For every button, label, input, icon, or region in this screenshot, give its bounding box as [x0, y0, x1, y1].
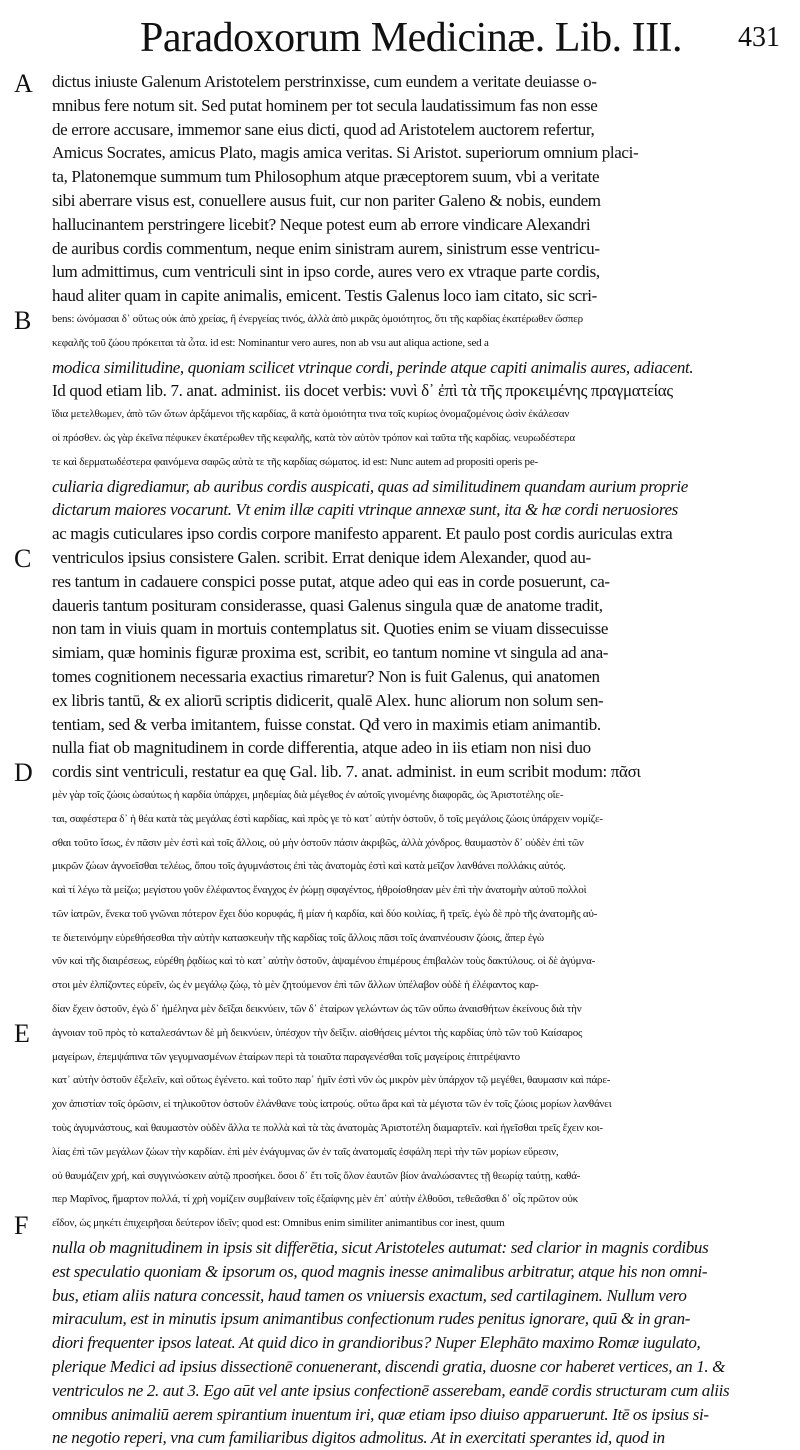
text-line: mnibus fere notum sit. Sed putat hominem per tot secula laudatissimum fas non esse — [52, 95, 598, 115]
body-text — [52, 70, 774, 1450]
paragraph-block — [52, 1331, 774, 1450]
text-line: χον ἀπιστίαν τοῖς ὁρῶσιν, εἰ τηλικοῦτον ὀστοῦν ἐλάνθανε τοὺς ἰατρούς. οὕτω ἄρα καὶ τὰ μέγιστα τῶν ἐν τοῖς ζώοις μορίων λανθάνει — [52, 1098, 612, 1111]
text-line: μὲν γὰρ τοῖς ζώοις ὡσαύτως ἡ καρδία ὑπάρχει, μηδεμίας διὰ μέγεθος ἐν αὐτοῖς γινομένης διαφορᾶς, ὡς Ἀριστοτέλης οἴε- — [52, 788, 564, 801]
text-line: tomes cognitionem necessaria exactius rimaretur? Non is fuit Galenus, qui anatomen — [52, 666, 600, 686]
text-line: nulla fiat ob magnitudinem in corde differentia, atque adeo in iis etiam non nisi duo — [52, 738, 591, 758]
text-line: λίας ἐπὶ τῶν μεγάλων ζώων τὴν καρδίαν. ἐπὶ μὲν ἐνάγυμνας ὤν ἐν ταῖς ἀνατομαῖς ἐσφάλη περὶ τὴν τῶν μορίων εὕρεσιν, — [52, 1145, 559, 1158]
text-line: bens: ὠνόμασαι δ᾽ οὕτως οὐκ ἀπὸ χρείας, ἢ ἐνεργείας τινός, ἀλλὰ ἀπὸ μικρᾶς ὁμοιότητος, ὅτι τῆς καρδίας ἑκατέρωθεν ὥσπερ — [52, 312, 583, 325]
text-line: bus, etiam aliis natura concessit, haud tamen os vniuersis exactum, sed cartilaginem. Nullum vero — [52, 1285, 687, 1305]
margin-letter-e: E — [14, 1019, 30, 1048]
margin-letter-c: C — [14, 544, 32, 573]
paragraph-block — [52, 784, 774, 1331]
text-line: Id quod etiam lib. 7. anat. administ. iis docet verbis: νυνὶ δ᾽ ἐπὶ τὰ τῆς προκειμένης πραγματείας — [52, 381, 673, 401]
text-line: non tam in viuis quam in mortuis contemplatus sit. Quoties enim se viuam dissecuisse — [52, 619, 609, 639]
text-line: νῦν καὶ τῆς διαιρέσεως, εὑρέθη ῥᾳδίως καὶ τὸ κατ᾽ αὐτὴν ὀστοῦν, ἁψαμένου ἐπιμέρους ἐπιβαλὼν τοὺς δακτύλους. οἱ δὲ ἀγύμνα- — [52, 955, 596, 968]
text-line: sibi aberrare visus est, conuellere ausus fuit, cur non pariter Galeno & nobis, eundem — [52, 190, 601, 210]
text-line: σθαι τοῦτο ἴσως, ἐν πᾶσιν μὲν ἐστὶ καὶ τοῖς ἄλλοις, οὐ μὴν ὀστοῦν πάσιν ἀκριβῶς, ἀλλὰ χόνδρος. θαυμαστὸν δ᾽ οὐδὲν ἐπὶ τῶν — [52, 836, 584, 849]
text-line: Amicus Socrates, amicus Plato, magis amica veritas. Si Aristot. superiorum omnium placi- — [52, 143, 639, 163]
text-line: culiaria digrediamur, ab auribus cordis auspicati, quas ad similitudinem quandam aurium proprie — [52, 476, 688, 496]
paragraph-block — [52, 70, 774, 308]
text-line: ἴδια μετελθωμεν, ἀπὸ τῶν ὤτων ἀρξάμενοι τῆς καρδίας, ἃ κατὰ ὁμοιότητα τινα τοῖς κυρίως ὀνομαζομένοις ὠσὶν ἐκάλεσαν — [52, 408, 570, 421]
text-line: res tantum in cadauere conspici posse putat, atque adeo qui eas in corde posuerunt, ca- — [52, 571, 610, 591]
text-line: est speculatio quoniam & ipsorum os, quod magnis inesse animalibus arbitratur, atque his non omni- — [52, 1261, 708, 1281]
paragraph-block — [52, 308, 774, 570]
text-line: τε διετεινόμην εὑρεθήσεσθαι τὴν αὐτὴν κατασκευὴν τῆς καρδίας τοῖς ἄλλοις πᾶσι τοῖς ἀναπνέουσιν ζώοις, ἅπερ ἐγὼ — [52, 931, 544, 944]
text-line: ventriculos ne 2. aut 3. Ego aūt vel ante ipsius confectionē asserebam, eandē cordis structuram cum aliis — [52, 1380, 730, 1400]
margin-letter-a: A — [14, 69, 33, 98]
text-line: nulla ob magnitudinem in ipsis sit differētia, sicut Aristoteles autumat: sed clarior in magnis cordibus — [52, 1238, 709, 1258]
text-line: dictarum maiores vocarunt. Vt enim illæ capiti vtrinque annexæ sunt, ita & hæ cordi neruosiores — [52, 500, 678, 520]
text-line: ventriculos ipsius consistere Galen. scribit. Errat denique idem Alexander, quod au- — [52, 547, 591, 567]
text-line: cordis sint ventriculi, restatur ea quę Gal. lib. 7. anat. administ. in eum scribit modum: πᾶσι — [52, 762, 641, 782]
text-line: εἴδον, ὡς μηκέτι ἐπιχειρῆσαι δεύτερον ἰδεῖν; quod est: Omnibus enim similiter animantibus cor inest, quum — [52, 1217, 505, 1230]
page-number: 431 — [738, 22, 780, 53]
margin-letter-d: D — [14, 758, 33, 787]
margin-letter-b: B — [14, 306, 32, 335]
text-line: tentiam, sed & verba imitantem, fuisse constat. Qđ vero in maximis etiam animantib. — [52, 714, 601, 734]
text-line: δίαν ἔχειν ὀστοῦν, ἐγὼ δ᾽ ἠμέληνα μὲν δεῖξαι δεικνύειν, τῶν δ᾽ ἑταίρων γελώντων ὡς τῶν οὔπω ἀναισθήτων ἐκείνους διὰ τὴν — [52, 1003, 582, 1016]
text-line: hallucinantem perstringere licebit? Neque potest eum ab errore vindicare Alexandri — [52, 214, 591, 234]
running-title: Paradoxorum Medicinæ. Lib. III. — [140, 15, 683, 61]
text-line: τῶν ἰατρῶν, ἕνεκα τοῦ γνῶναι πότερον ἔχει δύο κορυφάς, ἢ μίαν ἡ καρδία, καὶ δύο κοιλίας, ἢ τρεῖς. ἐγὼ δὲ πρὸ τῆς ἀνατομῆς αὐ- — [52, 907, 598, 920]
text-line: ex libris tantū, & ex aliorū scriptis didicerit, qualē Alex. hunc aliorum non solum sen- — [52, 690, 604, 710]
text-line: de auribus cordis commentum, neque enim sinistram aurem, sinistrum esse ventricu- — [52, 238, 600, 258]
text-line: τε καὶ δερματωδέστερα φαινόμενα σαφῶς αὐτὰ τε τῆς καρδίας σώματος. id est: Nunc autem ad propositi operis pe- — [52, 455, 538, 468]
text-line: modica similitudine, quoniam scilicet vtrinque cordi, perinde atque capiti animalis aures, adiacent. — [52, 357, 694, 377]
text-line: diori frequenter ipsos lateat. At quid dico in grandioribus? Nuper Elephāto maximo Romæ iugulato, — [52, 1333, 701, 1353]
text-line: ne negotio reperi, vna cum familiaribus digitos admolitus. At in exercitati sperantes id, quod in — [52, 1428, 665, 1448]
text-line: de errore accusare, immemor sane eius dicti, quod ad Aristotelem auctorem refertur, — [52, 119, 595, 139]
paragraph-block — [52, 570, 774, 784]
margin-letter-f: F — [14, 1211, 29, 1240]
text-line: plerique Medici ad ipsius dissectionē conuenerant, discendi gratia, duosne cor haberet vertices, an 1. & — [52, 1357, 726, 1377]
running-head — [140, 10, 780, 66]
text-line: κατ᾽ αὐτὴν ὀστοῦν ἐξελεῖν, καὶ οὕτως ἐγένετο. καὶ τοῦτο παρ᾽ ἡμῖν ἐστὶ νῦν ὡς μικρὸν μὲν ὑπάρχον τῷ μεγέθει, θαυμασιν καὶ πάρε- — [52, 1074, 611, 1087]
text-line: τοὺς ἀγυμνάστους, καὶ θαυμαστὸν οὐδὲν ἄλλα τε πολλὰ καὶ τὰ τὰς ἀνατομὰς Ἀριστοτέλη διαμαρτεῖν. καὶ ἡγεῖσθαι τρεῖς ἔχειν κοι- — [52, 1122, 603, 1135]
text-line: ται, σαφέστερα δ᾽ ἡ θέα κατὰ τὰς μεγάλας ἐστὶ καρδίας, καὶ πρὸς γε τὸ κατ᾽ αὐτὴν ὀστοῦν, ὅ τοῖς μεγάλοις ζώοις ὑπάρχειν νομίζε- — [52, 812, 603, 825]
text-line: omnibus animaliū aerem spirantium inuentum iri, quæ etiam ipso diuiso apparuerunt. Itē os ipsius si- — [52, 1404, 709, 1424]
text-line: dictus iniuste Galenum Aristotelem perstrinxisse, cum eundem a veritate deuiasse o- — [52, 72, 597, 91]
text-line: κεφαλῆς τοῦ ζώου πρόκειται τὰ ὦτα. id est: Nominantur vero aures, non ab vsu aut aliqua actione, sed a — [52, 336, 489, 349]
text-line: μικρῶν ζώων ἀγνοεῖσθαι τελέως, ὅπου τοῖς ἀγυμνάστοις ἐπὶ τὰς ἀνατομὰς ἐστὶ καὶ κατὰ μεῖζον λανθάνει πολλάκις αὐτός. — [52, 860, 566, 873]
text-line: haud aliter quam in capite animalis, emicent. Testis Galenus loco iam citato, sic scri- — [52, 286, 597, 306]
text-line: miraculum, est in minutis ipsum animantibus confectionum rudes penitus ignorare, quū & in gran- — [52, 1309, 691, 1329]
text-line: καὶ τί λέγω τὰ μείζω; μεγίστου γοῦν ἐλέφαντος ἔναγχος ἐν ῥώμῃ σφαγέντος, ἠθροίσθησαν μὲν ἐπὶ τὴν ἀνατομὴν αὐτοῦ πολλοὶ — [52, 884, 587, 897]
text-line: simiam, quæ hominis figuræ proxima est, scribit, eo tantum nomine vt singula ad ana- — [52, 643, 609, 663]
text-line: μαγείρων, ἐπεμψάπινα τῶν γεγυμνασμένων ἑταίρων περὶ τὰ τοιαῦτα παραγενέσθαι τοῖς μαγείροις ἐπιτρέψαντο — [52, 1050, 520, 1063]
text-line: περ Μαρῖνος, ἥμαρτον πολλά, τί χρὴ νομίζειν συμβαίνειν τοῖς ἐξαίφνης μὲν ἐπ᾽ αὐτὴν ἐλθοῦσι, τεθεᾶσθαι δ᾽ οἷς πρῶτον οὐκ — [52, 1193, 578, 1206]
text-line: ἀγνοιαν τοῦ πρὸς τὸ καταλεσάντων δὲ μὴ δεικνύειν, ὑπέσχον τὴν δεῖξιν. αἰσθήσεις μέντοι τὴς καρδίας ὑπὸ τῶν τοῦ Καίσαρος — [52, 1026, 583, 1039]
text-line: lum admittimus, cum ventriculi sint in ipso corde, aures vero ex vtraque parte cordis, — [52, 262, 600, 282]
text-line: οὐ θαυμάζειν χρή, καὶ συγγινώσκειν αὐτῷ προσήκει. ὅσοι δ᾽ ἔτι τοῖς ὅλον ἑαυτῶν βίον ἀναλώσαντες τῇ θεωρίᾳ ταύτῃ, καθά- — [52, 1169, 581, 1182]
text-line: ac magis cuticulares ipso cordis corpore manifesto apparent. Et paulo post cordis auriculas extra — [52, 524, 673, 544]
text-line: στοι μὲν ἐλπίζοντες εὑρεῖν, ὡς ἐν μεγάλῳ ζώῳ, τὸ μὲν ζητούμενον ἐπὶ τῶν ἄλλων ὑπέλαβον οὐδὲ ἡ ἐλέφαντος καρ- — [52, 979, 539, 992]
text-line: daueris tantum posituram considerasse, quasi Galenus singula quæ de anatome tradit, — [52, 595, 603, 615]
text-line: ta, Platonemque summum tum Philosophum atque præceptorem suum, vbi a veritate — [52, 167, 600, 187]
text-line: οἱ πρόσθεν. ὡς γὰρ ἐκεῖνα πέφυκεν ἑκατέρωθεν τῆς κεφαλῆς, κατὰ τὸν αὐτὸν τρόπον καὶ ταῦτα τῆς καρδίας. νευρωδέστερα — [52, 431, 575, 444]
